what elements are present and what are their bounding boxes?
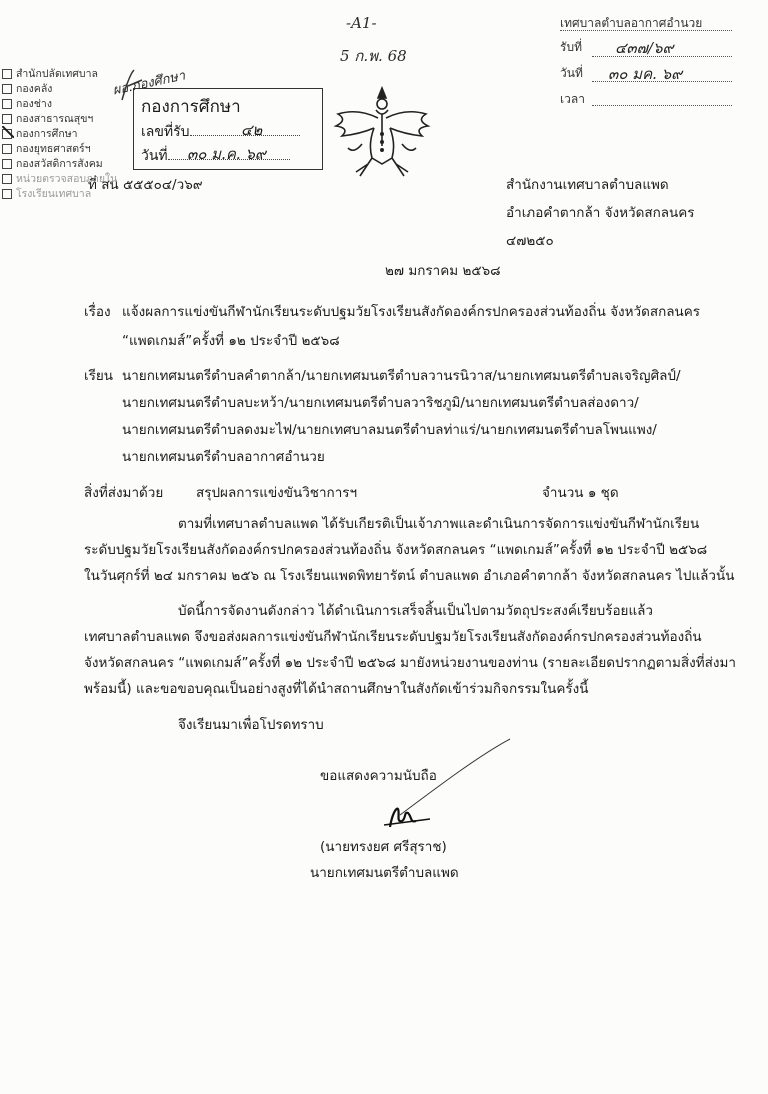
checkbox xyxy=(2,159,12,169)
signature xyxy=(360,735,520,830)
dept-item: กองช่าง xyxy=(2,96,122,111)
regards-line: ขอแสดงความนับถือ xyxy=(320,768,437,784)
dept-item: สำนักปลัดเทศบาล xyxy=(2,66,122,81)
checkbox xyxy=(2,189,12,199)
sender-line-1: สำนักงานเทศบาลตำบลแพด xyxy=(506,177,669,193)
edu-stamp-no-label: เลขที่รับ xyxy=(141,124,190,140)
dept-item: กองคลัง xyxy=(2,81,122,96)
receiving-stamp-no-label: รับที่ xyxy=(560,40,582,54)
checkbox-checked xyxy=(2,129,12,139)
subject-line-2: “แพดเกมส์”ครั้งที่ ๑๒ ประจำปี ๒๕๖๘ xyxy=(122,333,340,349)
education-division-stamp xyxy=(133,88,323,170)
para1-line-2: ระดับปฐมวัยโรงเรียนสังกัดองค์กรปกครองส่วนท้องถิ่น จังหวัดสกลนคร “แพดเกมส์”ครั้งที่ ๑๒ ประจำปี ๒๕๖๘ xyxy=(84,542,708,558)
closing-line: จึงเรียนมาเพื่อโปรดทราบ xyxy=(178,717,324,733)
edu-stamp-date-value: ๓๐ ม.ค. ๖๙ xyxy=(187,145,266,163)
receiving-stamp xyxy=(560,14,750,106)
edu-stamp-date-label: วันที่ xyxy=(141,148,168,164)
checkbox xyxy=(2,114,12,124)
to-line-3: นายกเทศมนตรีตำบลดงมะไฟ/นายกเทศบาลมนตรีตำบลท่าแร่/นายกเทศมนตรีตำบลโพนแพง/ xyxy=(122,422,657,438)
receiving-stamp-date-value: ๓๐ มค. ๖๙ xyxy=(608,65,683,83)
para1-line-1: ตามที่เทศบาลตำบลแพด ได้รับเกียรติเป็นเจ้าภาพและดำเนินการจัดการแข่งขันกีฬานักเรียน xyxy=(178,516,700,532)
receiving-stamp-title: เทศบาลตำบลอากาศอำนวย xyxy=(560,16,703,30)
enclosure-quantity: จำนวน ๑ ชุด xyxy=(542,485,619,501)
enclosure-label: สิ่งที่ส่งมาด้วย xyxy=(84,485,164,501)
checkbox xyxy=(2,69,12,79)
signer-title: นายกเทศมนตรีตำบลแพด xyxy=(310,865,459,881)
receiving-stamp-no-value: ๔๓๗/๖๙ xyxy=(615,39,674,57)
subject-line-1: แจ้งผลการแข่งขันกีฬานักเรียนระดับปฐมวัยโรงเรียนสังกัดองค์กรปกครองส่วนท้องถิ่น จังหวัดสกลนคร xyxy=(122,304,701,320)
checkbox xyxy=(2,99,12,109)
enclosure-item: สรุปผลการแข่งขันวิชาการฯ xyxy=(196,485,358,501)
dept-item: หน่วยตรวจสอบภายใน xyxy=(2,171,122,186)
signer-name: (นายทรงยศ ศรีสุราช) xyxy=(320,839,447,855)
to-line-1: นายกเทศมนตรีตำบลคำตากล้า/นายกเทศมนตรีตำบลวานรนิวาส/นายกเทศมนตรีตำบลเจริญศิลป์/ xyxy=(122,368,681,384)
dept-item: กองยุทธศาสตร์ฯ xyxy=(2,141,122,156)
subject-label: เรื่อง xyxy=(84,304,111,320)
edu-stamp-title: กองการศึกษา xyxy=(141,97,241,117)
para1-line-3: ในวันศุกร์ที่ ๒๔ มกราคม ๒๕๖ ณ โรงเรียนแพดพิทยารัตน์ ตำบลแพด อำเภอคำตากล้า จังหวัดสกลนคร ไปแล้วนั้น xyxy=(84,568,735,584)
to-label: เรียน xyxy=(84,368,114,384)
para2-line-3: จังหวัดสกลนคร “แพดเกมส์”ครั้งที่ ๑๒ ประจำปี ๒๕๖๘ มายังหน่วยงานของท่าน (รายละเอียดปรากฏตามสิ่งที่ส่งมา xyxy=(84,655,736,671)
sender-line-2: อำเภอคำตากล้า จังหวัดสกลนคร xyxy=(506,205,695,221)
to-line-4: นายกเทศมนตรีตำบลอากาศอำนวย xyxy=(122,449,325,465)
receiving-stamp-time-label: เวลา xyxy=(560,92,585,106)
para2-line-1: บัดนี้การจัดงานดังกล่าว ได้ดำเนินการเสร็จสิ้นเป็นไปตามวัตถุประสงค์เรียบร้อยแล้ว xyxy=(178,603,654,619)
dept-item: กองสวัสดิการสังคม xyxy=(2,156,122,171)
checkbox xyxy=(2,174,12,184)
dept-item-checked: กองการศึกษา xyxy=(2,126,122,141)
handwritten-note: ผอ.กองศึกษา xyxy=(111,68,187,99)
to-line-2: นายกเทศมนตรีตำบลบะหว้า/นายกเทศมนตรีตำบลวาริชภูมิ/นายกเทศมนตรีตำบลส่องดาว/ xyxy=(122,395,639,411)
edu-stamp-no-value: ๔๒ xyxy=(241,121,263,139)
receiving-stamp-date-label: วันที่ xyxy=(560,66,583,80)
document-number: ที่ สน ๕๕๕๐๔/ว๖๙ xyxy=(88,177,203,193)
sender-postcode: ๔๗๒๕๐ xyxy=(506,233,554,249)
garuda-emblem xyxy=(328,84,436,184)
dept-item: โรงเรียนเทศบาล xyxy=(2,186,122,201)
para2-line-2: เทศบาลตำบลแพด จึงขอส่งผลการแข่งขันกีฬานักเรียนระดับปฐมวัยโรงเรียนสังกัดองค์กรปกครองส่วนท้องถิ่น xyxy=(84,629,702,645)
checkbox xyxy=(2,84,12,94)
handwritten-mark-a1: -A1- xyxy=(346,14,377,32)
checkbox xyxy=(2,144,12,154)
dept-item: กองสาธารณสุขฯ xyxy=(2,111,122,126)
document-date: ๒๗ มกราคม ๒๕๖๘ xyxy=(385,263,501,279)
para2-line-4: พร้อมนี้) และขอขอบคุณเป็นอย่างสูงที่ได้นำสถานศึกษาในสังกัดเข้าร่วมกิจกรรมในครั้งนี้ xyxy=(84,681,589,697)
handwritten-mark-date: 5 ก.พ. 68 xyxy=(340,47,407,65)
